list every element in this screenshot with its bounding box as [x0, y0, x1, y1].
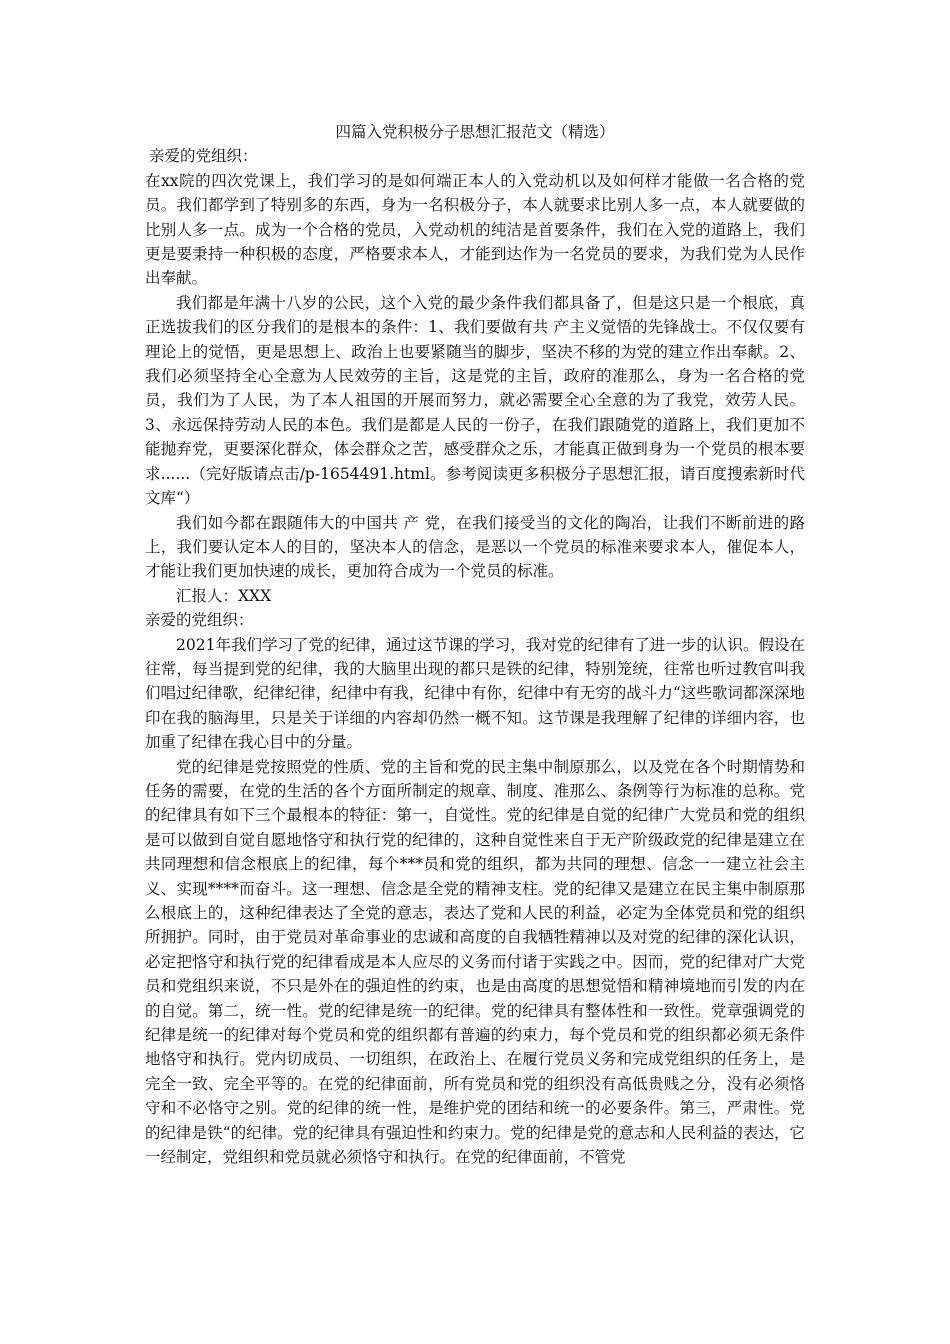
salutation-2: 亲爱的党组织： — [145, 611, 254, 630]
signature-1: 汇报人：XXX — [176, 586, 272, 605]
paragraph-2-1: 2021年我们学习了党的纪律，通过这节课的学习，我对党的纪律有了进一步的认识。假设在往常，每当提到党的纪律，我的大脑里出现的都只是铁的纪律，特别笼统，往常也听过教官叫我们唱过纪律歌，纪律纪律，纪律中有我，纪律中有你，纪律中有无穷的战斗力“这些歌词都深深地印在我的脑海里，只是关于详细的内容却仍然一概不知。这节课是我理解了纪律的详细内容，也加重了纪律在我心目中的分量。 — [145, 635, 805, 752]
document-page — [145, 120, 805, 1169]
salutation-1: 亲爱的党组织： — [149, 147, 258, 166]
document-title: 四篇入党积极分子思想汇报范文（精选） — [335, 123, 615, 141]
paragraph-1-1: 在xx院的四次党课上，我们学习的是如何端正本人的入党动机以及如何样才能做一名合格的党员。我们都学到了特别多的东西，身为一名积极分子，本人就要求比别人多一点，本人就要做的比别人多一点。成为一个合格的党员，入党动机的纯洁是首要条件，我们在入党的道路上，我们更是要秉持一种积极的态度，严格要求本人，才能到达作为一名党员的要求，为我们党为人民作出奉献。 — [145, 171, 805, 288]
paragraph-1-3: 我们如今都在跟随伟大的中国共 产 党，在我们接受当的文化的陶冶，让我们不断前进的路上，我们要认定本人的目的，坚决本人的信念，是恶以一个党员的标准来要求本人，催促本人，才能让我们更加快速的成长，更加符合成为一个党员的标准。 — [145, 513, 805, 581]
paragraph-2-2: 党的纪律是党按照党的性质、党的主旨和党的民主集中制原那么，以及党在各个时期情势和任务的需要，在党的生活的各个方面所制定的规章、制度、准那么、条例等行为标准的总称。党的纪律具有如下三个最根本的特征：第一，自觉性。党的纪律是自觉的纪律广大党员和党的组织是可以做到自觉自愿地恪守和执行党的纪律的，这种自觉性来自于无产阶级政党的纪律是建立在共同理想和信念根底上的纪律，每个***员和党的组织，都为共同的理想、信念一一建立社会主义、实现****而奋斗。这一理想、信念是全党的精神支柱。党的纪律又是建立在民主集中制原那么根底上的，这种纪律表达了全党的意志，表达了党和人民的利益，必定为全体党员和党的组织所拥护。同时，由于党员对革命事业的忠诚和高度的自我牺牲精神以及对党的纪律的深化认识，必定把恪守和执行党的纪律看成是本人应尽的义务而付诸于实践之中。因而，党的纪律对广大党员和党组织来说，不只是外在的强迫性的约束，也是由高度的思想觉悟和精神境地而引发的内在的自觉。第二，统一性。党的纪律是统一的纪律。党的纪律具有整体性和一致性。党章强调党的纪律是统一的纪律对每个党员和党的组织都有普遍的约束力，每个党员和党的组织都必须无条件地恪守和执行。党内切成员、一切组织，在政治上、在履行党员义务和完成党组织的任务上，是完全一致、完全平等的。在党的纪律面前，所有党员和党的组织没有高低贵贱之分，没有必须恪守和不必恪守之别。党的纪律的统一性，是维护党的团结和统一的必要条件。第三，严肃性。党的纪律是铁“的纪律。党的纪律具有强迫性和约束力。党的纪律是党的意志和人民利益的表达，它一经制定，党组织和党员就必须恪守和执行。在党的纪律面前，不管党 — [145, 757, 805, 1167]
paragraph-1-2: 我们都是年满十八岁的公民，这个入党的最少条件我们都具备了，但是这只是一个根底，真正选拔我们的区分我们的是根本的条件：1、我们要做有共 产主义觉悟的先锋战士。不仅仅要有理论上的觉悟，更是思想上、政治上也要紧随当的脚步，坚决不移的为党的建立作出奉献。2、我们必须坚持全心全意为人民效劳的主旨，这是党的主旨，政府的准那么，身为一名合格的党员，我们为了人民，为了本人祖国的开展而努力，就必需要全心全意的为了我党，效劳人民。3、永远保持劳动人民的本色。我们是都是人民的一份子，在我们跟随党的道路上，我们更加不能抛弃党，更要深化群众，体会群众之苦，感受群众之乐，才能真正做到身为一个党员的根本要求......（完好版请点击/p-1654491.html。参考阅读更多积极分子思想汇报，请百度搜索新时代文库“） — [145, 293, 805, 508]
